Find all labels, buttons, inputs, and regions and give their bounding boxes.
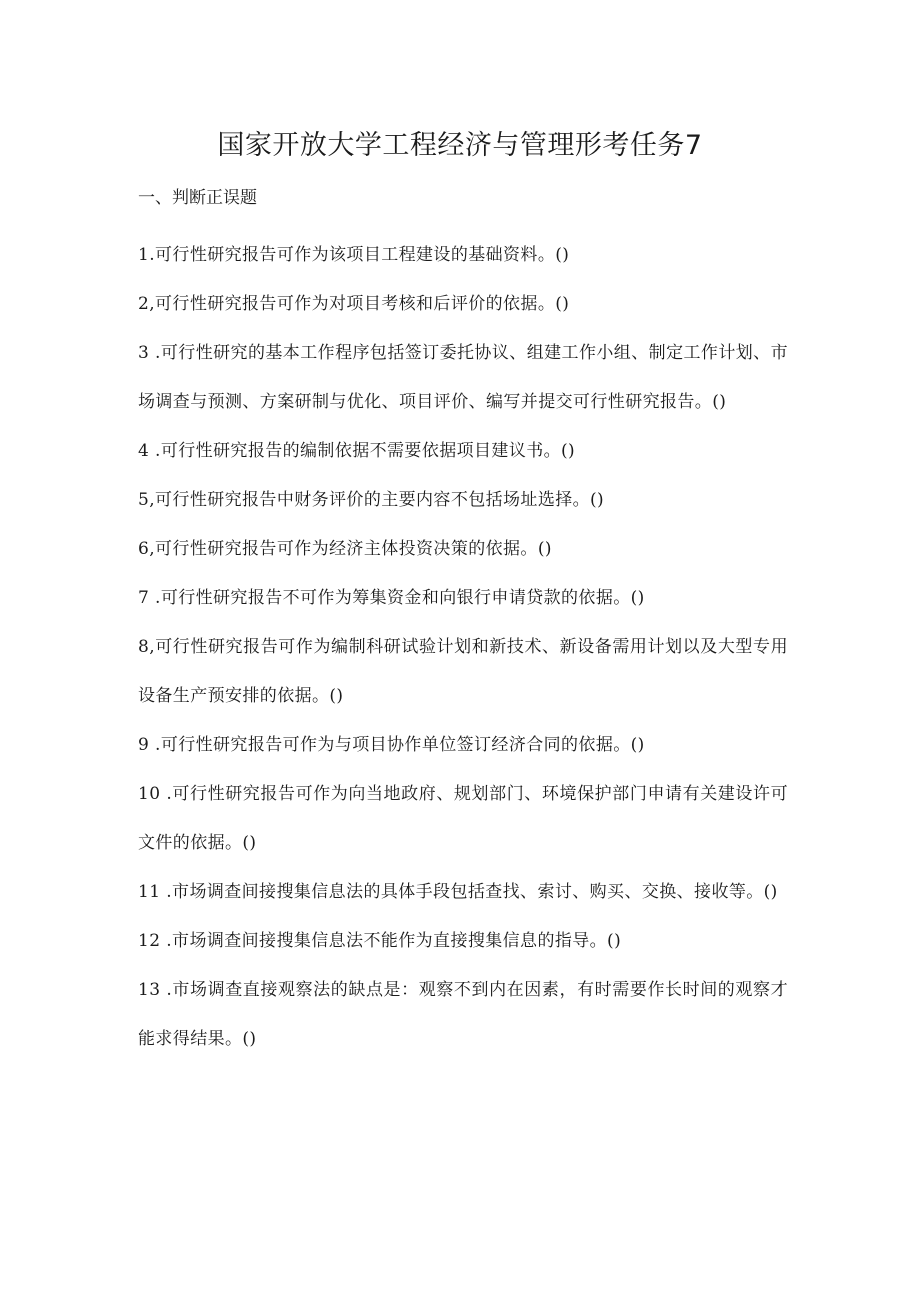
question-item: 10 .可行性研究报告可作为向当地政府、规划部门、环境保护部门申请有关建设许可文件的依据。() <box>138 784 788 853</box>
question-item: 6,可行性研究报告可作为经济主体投资决策的依据。() <box>138 539 552 559</box>
question-item: 12 .市场调查间接搜集信息法不能作为直接搜集信息的指导。() <box>138 931 622 951</box>
question-item: 3 .可行性研究的基本工作程序包括签订委托协议、组建工作小组、制定工作计划、市场调查与预测、方案研制与优化、项目评价、编写并提交可行性研究报告。() <box>138 343 788 412</box>
question-item: 2,可行性研究报告可作为对项目考核和后评价的依据。() <box>138 294 570 314</box>
question-item: 8,可行性研究报告可作为编制科研试验计划和新技术、新设备需用计划以及大型专用设备生产预安排的依据。() <box>138 637 788 706</box>
section-heading: 一、判断正误题 <box>138 188 257 208</box>
question-item: 11 .市场调查间接搜集信息法的具体手段包括查找、索讨、购买、交换、接收等。() <box>138 882 778 902</box>
question-item: 7 .可行性研究报告不可作为筹集资金和向银行申请贷款的依据。() <box>138 588 645 608</box>
question-list <box>138 231 788 1064</box>
question-item: 13 .市场调查直接观察法的缺点是：观察不到内在因素，有时需要作长时间的观察才能求得结果。() <box>138 980 788 1049</box>
question-item: 1.可行性研究报告可作为该项目工程建设的基础资料。() <box>138 245 570 265</box>
question-item: 5,可行性研究报告中财务评价的主要内容不包括场址选择。() <box>138 490 605 510</box>
document-title: 国家开放大学工程经济与管理形考任务7 <box>217 130 703 161</box>
question-item: 4 .可行性研究报告的编制依据不需要依据项目建议书。() <box>138 441 576 461</box>
question-item: 9 .可行性研究报告可作为与项目协作单位签订经济合同的依据。() <box>138 735 645 755</box>
